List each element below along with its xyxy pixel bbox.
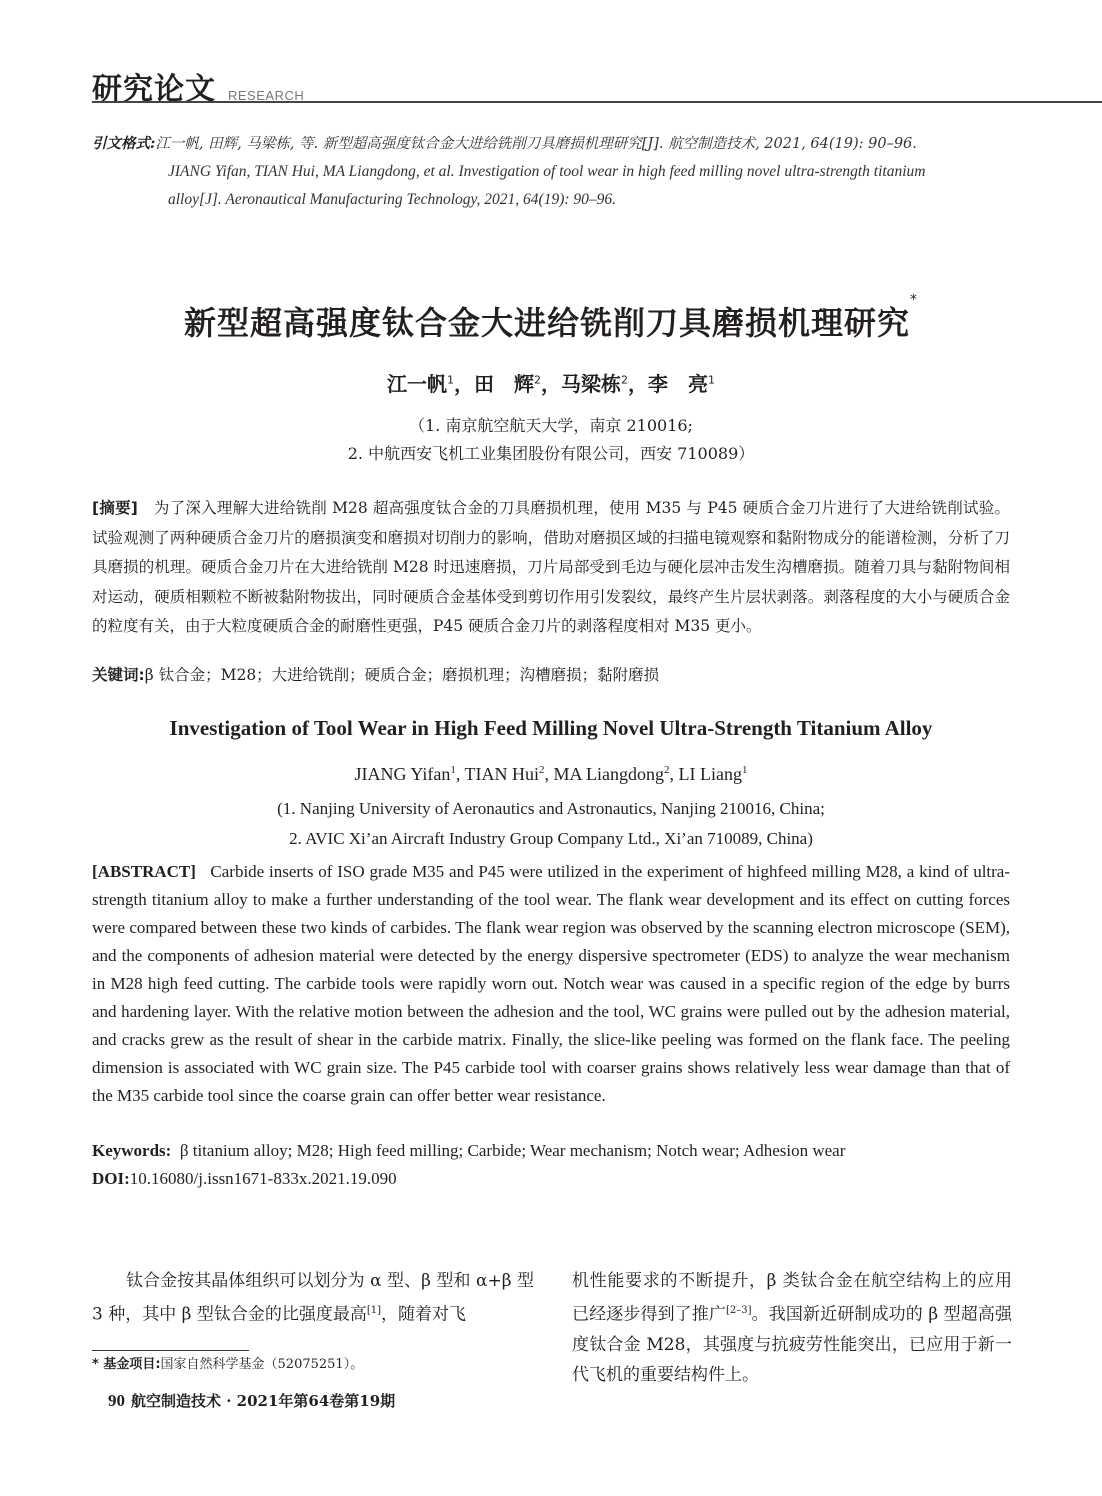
paper-title-en: Investigation of Tool Wear in High Feed Milling Novel Ultra-Strength Titanium Alloy	[169, 716, 933, 740]
author-aff: 2	[621, 373, 628, 387]
affiliations-cn	[0, 412, 1102, 468]
header-rule	[92, 101, 1102, 103]
author-cn: 李 亮	[648, 372, 708, 396]
abstract-en-label: [ABSTRACT]	[92, 862, 196, 881]
body-text: ，随着对飞	[381, 1304, 467, 1325]
footnote-label: * 基金项目:	[92, 1357, 161, 1372]
author-cn: 马梁栋	[561, 372, 621, 396]
body-text: 。我国新近研制成功的 β 型超高强度钛合金 M28，其强度与抗疲劳性能突出，已应用于新一代飞机的重要结构件上。	[572, 1304, 1013, 1385]
section-label-cn: 研究论文	[92, 72, 216, 107]
authors-cn: 江一帆$^1$，田 辉$^2$，马梁栋$^2$，李 亮$^1$	[387, 372, 715, 396]
abstract-en-text: Carbide inserts of ISO grade M35 and P45 were utilized in the experiment of highfeed milling M28, a kind of ultra-strength titanium alloy to make a further understanding of the tool wear. The flank wear development and its effect on cutting forces were compared between these two kinds of carbides. The flank wear region was observed by the scanning electron microscope (SEM), and the components of adhesion material were detected by the energy dispersive spectrometer (EDS) to analyze the wear mechanism in M28 high feed cutting. The carbide tools were rapidly worn out. Notch wear was caused in a specific region of the edge by burrs and hardening layer. With the relative motion between the adhesion and the tool, WC grains were pulled out by the adhesion material, and cracks grew as the result of shear in the carbide matrix. Finally, the slice-like peeling was formed on the flank face. The peeling dimension is associated with WC grain size. The P45 carbide tool with coarser grains shows relatively less wear damage than that of the M35 carbide tool since the coarse grain can offer better wear resistance.	[92, 862, 1011, 1105]
author-cn: 江一帆	[387, 372, 447, 396]
abstract-cn	[92, 494, 1010, 642]
author-cn: 田 辉	[474, 372, 534, 396]
doi	[92, 1165, 1010, 1193]
keywords-en-text: β titanium alloy; M28; High feed milling; Carbide; Wear mechanism; Notch wear; Adhesion wear	[179, 1141, 846, 1160]
affiliation-line: (1. Nanjing University of Aeronautics and Astronautics, Nanjing 210016, China;	[277, 799, 825, 818]
author-aff: 1	[708, 373, 715, 387]
reference-marker[interactable]: [1]	[366, 1305, 382, 1316]
affiliation-line: 2. 中航西安飞机工业集团股份有限公司，西安 710089）	[347, 444, 755, 463]
body-text: 机性能要求的不断提升，β 类钛合金在航空结构上的应用已经逐步得到了推广	[572, 1271, 1012, 1325]
keywords-en	[92, 1137, 1010, 1165]
journal-issue: 航空制造技术 · 2021年第64卷第19期	[131, 1392, 396, 1410]
affiliation-line: （1. 南京航空航天大学，南京 210016;	[409, 416, 693, 435]
citation-block	[92, 130, 1052, 214]
author-aff: 2	[664, 764, 670, 776]
keywords-cn-label: 关键词:	[92, 666, 145, 684]
keywords-cn-text: β 钛合金；M28；大进给铣削；硬质合金；磨损机理；沟槽磨损；黏附磨损	[144, 666, 660, 684]
page-footer	[108, 1390, 395, 1411]
author-en: LI Liang	[678, 764, 742, 784]
authors-en: JIANG Yifan$^1$, TIAN Hui$^2$, MA Liangdong$^2$, LI Liang$^1$	[354, 764, 748, 784]
paper-title-cn-text: 新型超高强度钛合金大进给铣削刀具磨损机理研究	[183, 304, 910, 342]
keywords-en-label: Keywords:	[92, 1141, 172, 1160]
body-column-left	[92, 1266, 534, 1330]
abstract-cn-label: [摘要]	[92, 499, 138, 517]
doi-value: 10.16080/j.issn1671-833x.2021.19.090	[129, 1169, 397, 1188]
citation-label: 引文格式:	[92, 135, 156, 152]
abstract-en	[92, 858, 1010, 1110]
author-aff: 2	[539, 764, 545, 776]
footnote-text: 国家自然科学基金（52075251）。	[160, 1357, 364, 1372]
title-footnote-mark: *	[910, 292, 918, 308]
author-aff: 1	[450, 764, 456, 776]
author-aff: 1	[742, 764, 748, 776]
footnote-rule	[92, 1350, 249, 1351]
author-aff: 2	[534, 373, 541, 387]
affiliations-en	[0, 794, 1102, 854]
author-en: TIAN Hui	[464, 764, 540, 784]
body-column-right	[572, 1266, 1012, 1390]
author-en: MA Liangdong	[553, 764, 665, 784]
body-text: 钛合金按其晶体组织可以划分为 α 型、β 型和 α+β 型 3 种，其中 β 型钛合金的比强度最高	[92, 1271, 534, 1325]
author-en: JIANG Yifan	[354, 764, 451, 784]
citation-cn: 江一帆, 田辉, 马梁栋, 等. 新型超高强度钛合金大进给铣削刀具磨损机理研究[J]. 航空制造技术, 2021, 64(19): 90–96.	[155, 136, 917, 152]
keywords-cn	[92, 661, 1010, 691]
funding-footnote	[92, 1354, 363, 1376]
affiliation-line: 2. AVIC Xi’an Aircraft Industry Group Company Ltd., Xi’an 710089, China)	[289, 829, 813, 848]
paper-title-cn	[0, 292, 1102, 344]
section-label-en: RESEARCH	[228, 88, 305, 103]
citation-en-line2: alloy[J]. Aeronautical Manufacturing Technology, 2021, 64(19): 90–96.	[168, 191, 617, 208]
page-number: 90	[108, 1391, 125, 1410]
citation-en-line1: JIANG Yifan, TIAN Hui, MA Liangdong, et al. Investigation of tool wear in high feed milling novel ultra-strength titanium	[168, 163, 926, 180]
doi-label: DOI:	[92, 1169, 130, 1188]
author-aff: 1	[447, 373, 454, 387]
abstract-cn-text: 为了深入理解大进给铣削 M28 超高强度钛合金的刀具磨损机理，使用 M35 与 P45 硬质合金刀片进行了大进给铣削试验。试验观测了两种硬质合金刀片的磨损演变和磨损对切削力的影响，借助对磨损区域的扫描电镜观察和黏附物成分的能谱检测，分析了刀具磨损的机理。硬质合金刀片在大进给铣削 M28 时迅速磨损，刀片局部受到毛边与硬化层冲击发生沟槽磨损。随着刀具与黏附物间相对运动，硬质相颗粒不断被黏附物拔出，同时硬质合金基体受到剪切作用引发裂纹，最终产生片层状剥落。剥落程度的大小与硬质合金的粒度有关，由于大粒度硬质合金的耐磨性更强，P45 硬质合金刀片的剥落程度相对 M35 更小。	[92, 499, 1010, 635]
reference-marker[interactable]: [2–3]	[726, 1305, 752, 1316]
